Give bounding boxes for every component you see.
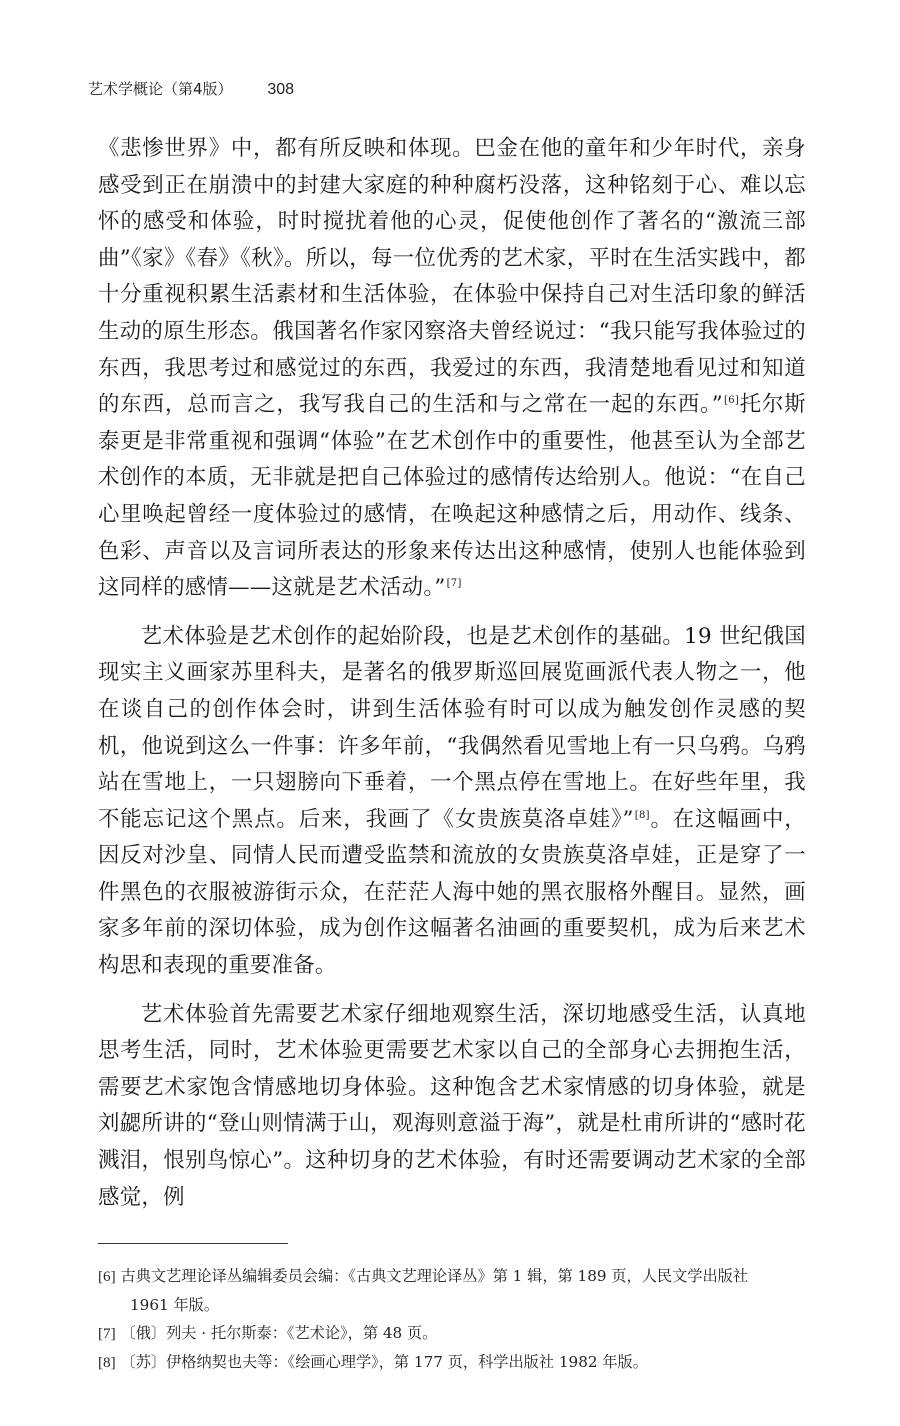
paragraph-text: 艺术体验是艺术创作的起始阶段，也是艺术创作的基础。19 世纪俄国现实主义画家苏里科夫，是著名的俄罗斯巡回展览画派代表人物之一，他在谈自己的创作体会时，讲到生活体验有时可以成为触发创作灵感的契机，他说到这么一件事：许多年前，“我偶然看见雪地上有一只乌鸦。乌鸦站在雪地上，一只翅膀向下垂着，一个黑点停在雪地上。在好些年里，我不能忘记这个黑点。后来，我画了《女贵族莫洛卓娃》” bbox=[98, 623, 806, 832]
paragraph bbox=[98, 997, 806, 1217]
footnote bbox=[98, 1348, 806, 1377]
footnote-text: 〔俄〕列夫 · 托尔斯泰：《艺术论》，第 48 页。 bbox=[120, 1324, 438, 1342]
page-number: 308 bbox=[267, 81, 295, 98]
paragraph-text: 《悲惨世界》中，都有所反映和体现。巴金在他的童年和少年时代，亲身感受到正在崩溃中的封建大家庭的种种腐朽没落，这种铭刻于心、难以忘怀的感受和体验，时时搅扰着他的心灵，促使他创作了著名的“激流三部曲”《家》《春》《秋》。所以，每一位优秀的艺术家，平时在生活实践中，都十分重视积累生活素材和生活体验，在体验中保持自己对生活印象的鲜活生动的原生形态。俄国著名作家冈察洛夫曾经说过：“我只能写我体验过的东西，我思考过和感觉过的东西，我爱过的东西，我清楚地看见过和知道的东西，总而言之，我写我自己的生活和与之常在一起的东西。” bbox=[98, 136, 806, 418]
paragraph-text: 托尔斯泰更是非常重视和强调“体验”在艺术创作中的重要性，他甚至认为全部艺术创作的本质，无非就是把自己体验过的感情传达给别人。他说：“在自己心里唤起曾经一度体验过的感情，在唤起这种感情之后，用动作、线条、色彩、声音以及言词所表达的形象来传达出这种感情，使别人也能体验到这同样的感情——这就是艺术活动。” bbox=[98, 392, 807, 601]
footnote bbox=[98, 1262, 806, 1319]
paragraph-text: 艺术体验首先需要艺术家仔细地观察生活，深切地感受生活，认真地思考生活，同时，艺术体验更需要艺术家以自己的全部身心去拥抱生活，需要艺术家饱含情感地切身体验。这种饱含艺术家情感的切身体验，就是刘勰所讲的“登山则情满于山，观海则意溢于海”，就是杜甫所讲的“感时花溅泪，恨别鸟惊心”。这种切身的艺术体验，有时还需要调动艺术家的全部感觉，例 bbox=[98, 1001, 806, 1210]
footnote-number: [6] bbox=[98, 1268, 116, 1285]
footnote-text: 古典文艺理论译丛编辑委员会编：《古典文艺理论译丛》第 1 辑，第 189 页，人民文学出版社 bbox=[120, 1267, 749, 1285]
footnote-ref[interactable]: [7] bbox=[446, 578, 462, 589]
footnote-divider bbox=[98, 1243, 288, 1244]
paragraph bbox=[98, 619, 806, 985]
body-text bbox=[98, 131, 806, 1216]
footnote-number: [7] bbox=[98, 1325, 116, 1342]
footnotes bbox=[98, 1262, 806, 1377]
paragraph bbox=[98, 131, 806, 607]
paragraph-text: 。在这幅画中，因反对沙皇、同情人民而遭受监禁和流放的女贵族莫洛卓娃，正是穿了一件黑色的衣服被游街示众，在茫茫人海中她的黑衣服格外醒目。显然，画家多年前的深切体验，成为创作这幅著名油画的重要契机，成为后来艺术构思和表现的重要准备。 bbox=[98, 806, 806, 979]
footnote bbox=[98, 1319, 806, 1348]
footnote-text: 〔苏〕伊格纳契也夫等：《绘画心理学》，第 177 页，科学出版社 1982 年版。 bbox=[120, 1353, 648, 1371]
footnote-ref[interactable]: [8] bbox=[634, 809, 650, 821]
footnote-text-continued: 1961 年版。 bbox=[130, 1296, 220, 1314]
footnote-number: [8] bbox=[98, 1354, 116, 1371]
running-header bbox=[88, 78, 294, 99]
book-title: 艺术学概论（第4版） bbox=[88, 80, 233, 98]
footnote-ref[interactable]: [6] bbox=[724, 395, 740, 407]
